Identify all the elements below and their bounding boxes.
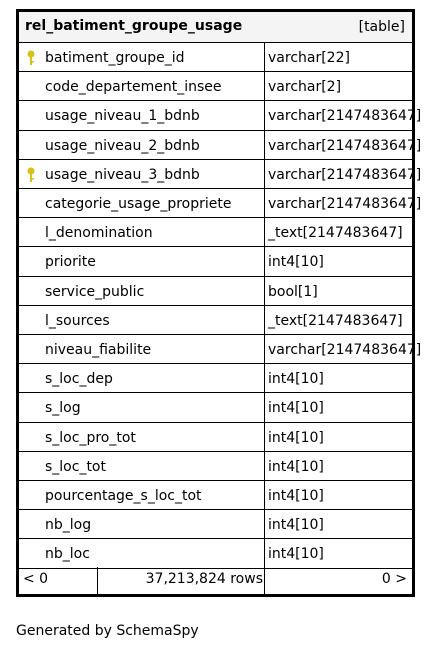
column-name[interactable]: pourcentage_s_loc_tot [45, 488, 202, 504]
table-name[interactable]: rel_batiment_groupe_usage [25, 18, 243, 34]
column-row[interactable] [19, 247, 412, 276]
column-name[interactable]: s_loc_tot [45, 458, 106, 475]
column-row[interactable] [19, 393, 412, 422]
column-type: varchar[22] [268, 50, 350, 66]
column-row[interactable] [19, 72, 412, 101]
column-type: varchar[2147483647] [268, 137, 422, 154]
table-footer [19, 567, 412, 594]
footer-divider [97, 567, 98, 594]
column-row[interactable] [19, 364, 412, 393]
column-type: _text[2147483647] [268, 225, 403, 242]
primary-key-icon [26, 167, 36, 183]
table-box [16, 9, 422, 597]
column-type: int4[10] [268, 254, 324, 271]
column-row[interactable] [19, 218, 412, 247]
column-name[interactable]: niveau_fiabilite [45, 342, 152, 358]
column-row[interactable] [19, 452, 412, 481]
column-name[interactable]: s_loc_dep [45, 371, 113, 388]
column-type: int4[10] [268, 458, 324, 475]
column-name[interactable]: s_log [45, 400, 81, 417]
primary-key-icon [26, 50, 36, 66]
column-row[interactable] [19, 510, 412, 539]
column-name[interactable]: usage_niveau_2_bdnb [45, 137, 200, 154]
column-row[interactable] [19, 539, 412, 568]
column-name[interactable]: nb_log [45, 517, 92, 534]
column-name[interactable]: service_public [45, 283, 145, 300]
column-row[interactable] [19, 423, 412, 452]
column-type: bool[1] [268, 283, 318, 300]
column-name[interactable]: priorite [45, 254, 96, 271]
column-row[interactable] [19, 101, 422, 130]
footer-divider [264, 567, 265, 594]
column-type: varchar[2147483647] [268, 166, 422, 183]
generated-by-note: Generated by SchemaSpy [16, 623, 199, 639]
column-row[interactable] [19, 277, 412, 306]
column-type: int4[10] [268, 517, 324, 534]
column-row[interactable] [19, 43, 412, 72]
column-type: varchar[2] [268, 79, 342, 96]
column-name[interactable]: l_denomination [45, 225, 153, 242]
column-name[interactable]: categorie_usage_propriete [45, 196, 232, 212]
column-name[interactable]: nb_loc [45, 546, 90, 563]
table-header [19, 12, 412, 43]
column-type: _text[2147483647] [268, 312, 403, 329]
column-type: int4[10] [268, 488, 324, 504]
column-row[interactable] [19, 481, 412, 510]
column-type: int4[10] [268, 546, 324, 563]
column-type: varchar[2147483647] [268, 196, 422, 212]
column-type: int4[10] [268, 400, 324, 417]
table-kind: [table] [358, 19, 405, 35]
column-divider [264, 43, 265, 567]
column-row[interactable] [19, 306, 412, 335]
column-row[interactable] [19, 335, 422, 364]
column-type: int4[10] [268, 429, 324, 446]
column-name[interactable]: code_departement_insee [45, 79, 222, 96]
footer-children-count: 0 > [381, 571, 407, 587]
column-type: varchar[2147483647] [268, 342, 422, 358]
footer-row-count: 37,213,824 rows [145, 571, 263, 587]
footer-parents-count: < 0 [23, 571, 49, 587]
column-row[interactable] [19, 189, 422, 218]
column-name[interactable]: batiment_groupe_id [45, 50, 185, 66]
column-type: int4[10] [268, 371, 324, 388]
column-name[interactable]: usage_niveau_1_bdnb [45, 108, 200, 125]
column-name[interactable]: l_sources [45, 312, 110, 329]
column-name[interactable]: usage_niveau_3_bdnb [45, 166, 200, 183]
column-type: varchar[2147483647] [268, 108, 422, 125]
column-row[interactable] [19, 160, 422, 189]
column-row[interactable] [19, 131, 422, 160]
column-name[interactable]: s_loc_pro_tot [45, 429, 136, 446]
